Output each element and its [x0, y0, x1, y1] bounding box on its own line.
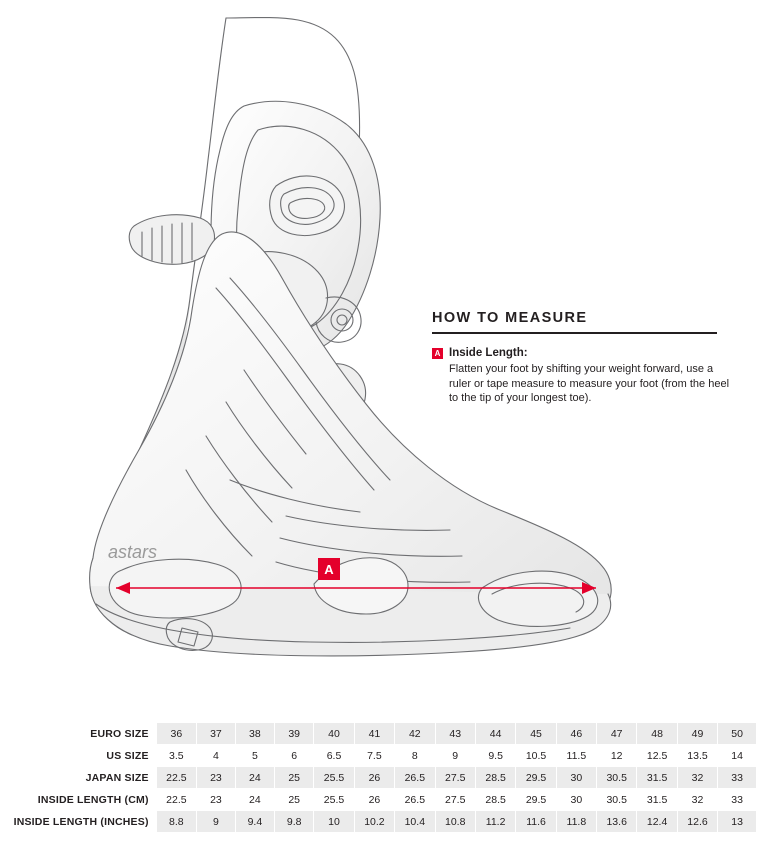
cell: 25: [275, 767, 314, 789]
cell: 4: [197, 745, 236, 767]
cell: 32: [677, 767, 717, 789]
cell: 31.5: [637, 789, 677, 811]
how-to-measure-panel: [432, 310, 732, 406]
cell: 9: [435, 745, 475, 767]
cell: 29.5: [516, 789, 556, 811]
cell: 10.8: [435, 811, 475, 833]
cell: 30.5: [596, 789, 636, 811]
cell: 10.4: [395, 811, 435, 833]
cell: 45: [516, 723, 556, 745]
legend-row-inside-length: [432, 346, 732, 360]
cell: 41: [354, 723, 394, 745]
callout-badge-label: A: [324, 562, 334, 577]
table-row: [8, 723, 757, 745]
cell: 50: [718, 723, 757, 745]
table-row: [8, 767, 757, 789]
cell: 26: [354, 789, 394, 811]
cell: 6: [275, 745, 314, 767]
cell: 24: [235, 767, 274, 789]
cell: 33: [718, 767, 757, 789]
cell: 28.5: [475, 767, 515, 789]
cell: 6.5: [314, 745, 354, 767]
cell: 27.5: [435, 767, 475, 789]
legend-badge-a: A: [432, 348, 443, 359]
page-title: HOW TO MEASURE: [432, 310, 588, 326]
cell: 23: [197, 789, 236, 811]
cell: 22.5: [156, 789, 196, 811]
cell: 25.5: [314, 767, 354, 789]
cell: 33: [718, 789, 757, 811]
cell: 14: [718, 745, 757, 767]
cell: 38: [235, 723, 274, 745]
cell: 23: [197, 767, 236, 789]
cell: 13: [718, 811, 757, 833]
row-label-japan-size: JAPAN SIZE: [8, 767, 156, 789]
cell: 5: [235, 745, 274, 767]
cell: 46: [556, 723, 596, 745]
cell: 27.5: [435, 789, 475, 811]
cell: 8: [395, 745, 435, 767]
boot-brand-text: astars: [108, 542, 158, 562]
cell: 31.5: [637, 767, 677, 789]
cell: 42: [395, 723, 435, 745]
cell: 30: [556, 767, 596, 789]
legend-description: Flatten your foot by shifting your weight forward, use a ruler or tape measure to measure your foot (from the heel to the tip of your longest toe).: [449, 363, 730, 404]
row-label-inside-length-cm: INSIDE LENGTH (CM): [8, 789, 156, 811]
cell: 39: [275, 723, 314, 745]
cell: 9: [197, 811, 236, 833]
cell: 40: [314, 723, 354, 745]
cell: 25: [275, 789, 314, 811]
callout-badge-a: [318, 558, 340, 580]
cell: 10.2: [354, 811, 394, 833]
cell: 22.5: [156, 767, 196, 789]
cell: 43: [435, 723, 475, 745]
cell: 11.2: [475, 811, 515, 833]
row-label-inside-length-inches: INSIDE LENGTH (INCHES): [8, 811, 156, 833]
cell: 12: [596, 745, 636, 767]
cell: 9.8: [275, 811, 314, 833]
title-divider: [432, 332, 717, 334]
size-chart-body: [8, 723, 757, 833]
cell: 11.5: [556, 745, 596, 767]
cell: 13.5: [677, 745, 717, 767]
cell: 30: [556, 789, 596, 811]
cell: 10: [314, 811, 354, 833]
cell: 37: [197, 723, 236, 745]
cell: 47: [596, 723, 636, 745]
legend-heading: Inside Length:: [449, 347, 528, 359]
cell: 44: [475, 723, 515, 745]
cell: 49: [677, 723, 717, 745]
cell: 10.5: [516, 745, 556, 767]
cell: 26: [354, 767, 394, 789]
row-label-euro-size: EURO SIZE: [8, 723, 156, 745]
cell: 7.5: [354, 745, 394, 767]
row-label-us-size: US SIZE: [8, 745, 156, 767]
cell: 28.5: [475, 789, 515, 811]
table-row: [8, 745, 757, 767]
cell: 12.4: [637, 811, 677, 833]
cell: 9.4: [235, 811, 274, 833]
cell: 11.6: [516, 811, 556, 833]
table-row: [8, 811, 757, 833]
cell: 13.6: [596, 811, 636, 833]
cell: 26.5: [395, 789, 435, 811]
cell: 12.6: [677, 811, 717, 833]
cell: 24: [235, 789, 274, 811]
cell: 29.5: [516, 767, 556, 789]
cell: 12.5: [637, 745, 677, 767]
cell: 9.5: [475, 745, 515, 767]
table-row: [8, 789, 757, 811]
cell: 8.8: [156, 811, 196, 833]
cell: 30.5: [596, 767, 636, 789]
cell: 3.5: [156, 745, 196, 767]
cell: 36: [156, 723, 196, 745]
size-chart-table: [8, 722, 757, 833]
cell: 32: [677, 789, 717, 811]
cell: 48: [637, 723, 677, 745]
cell: 11.8: [556, 811, 596, 833]
cell: 25.5: [314, 789, 354, 811]
cell: 26.5: [395, 767, 435, 789]
